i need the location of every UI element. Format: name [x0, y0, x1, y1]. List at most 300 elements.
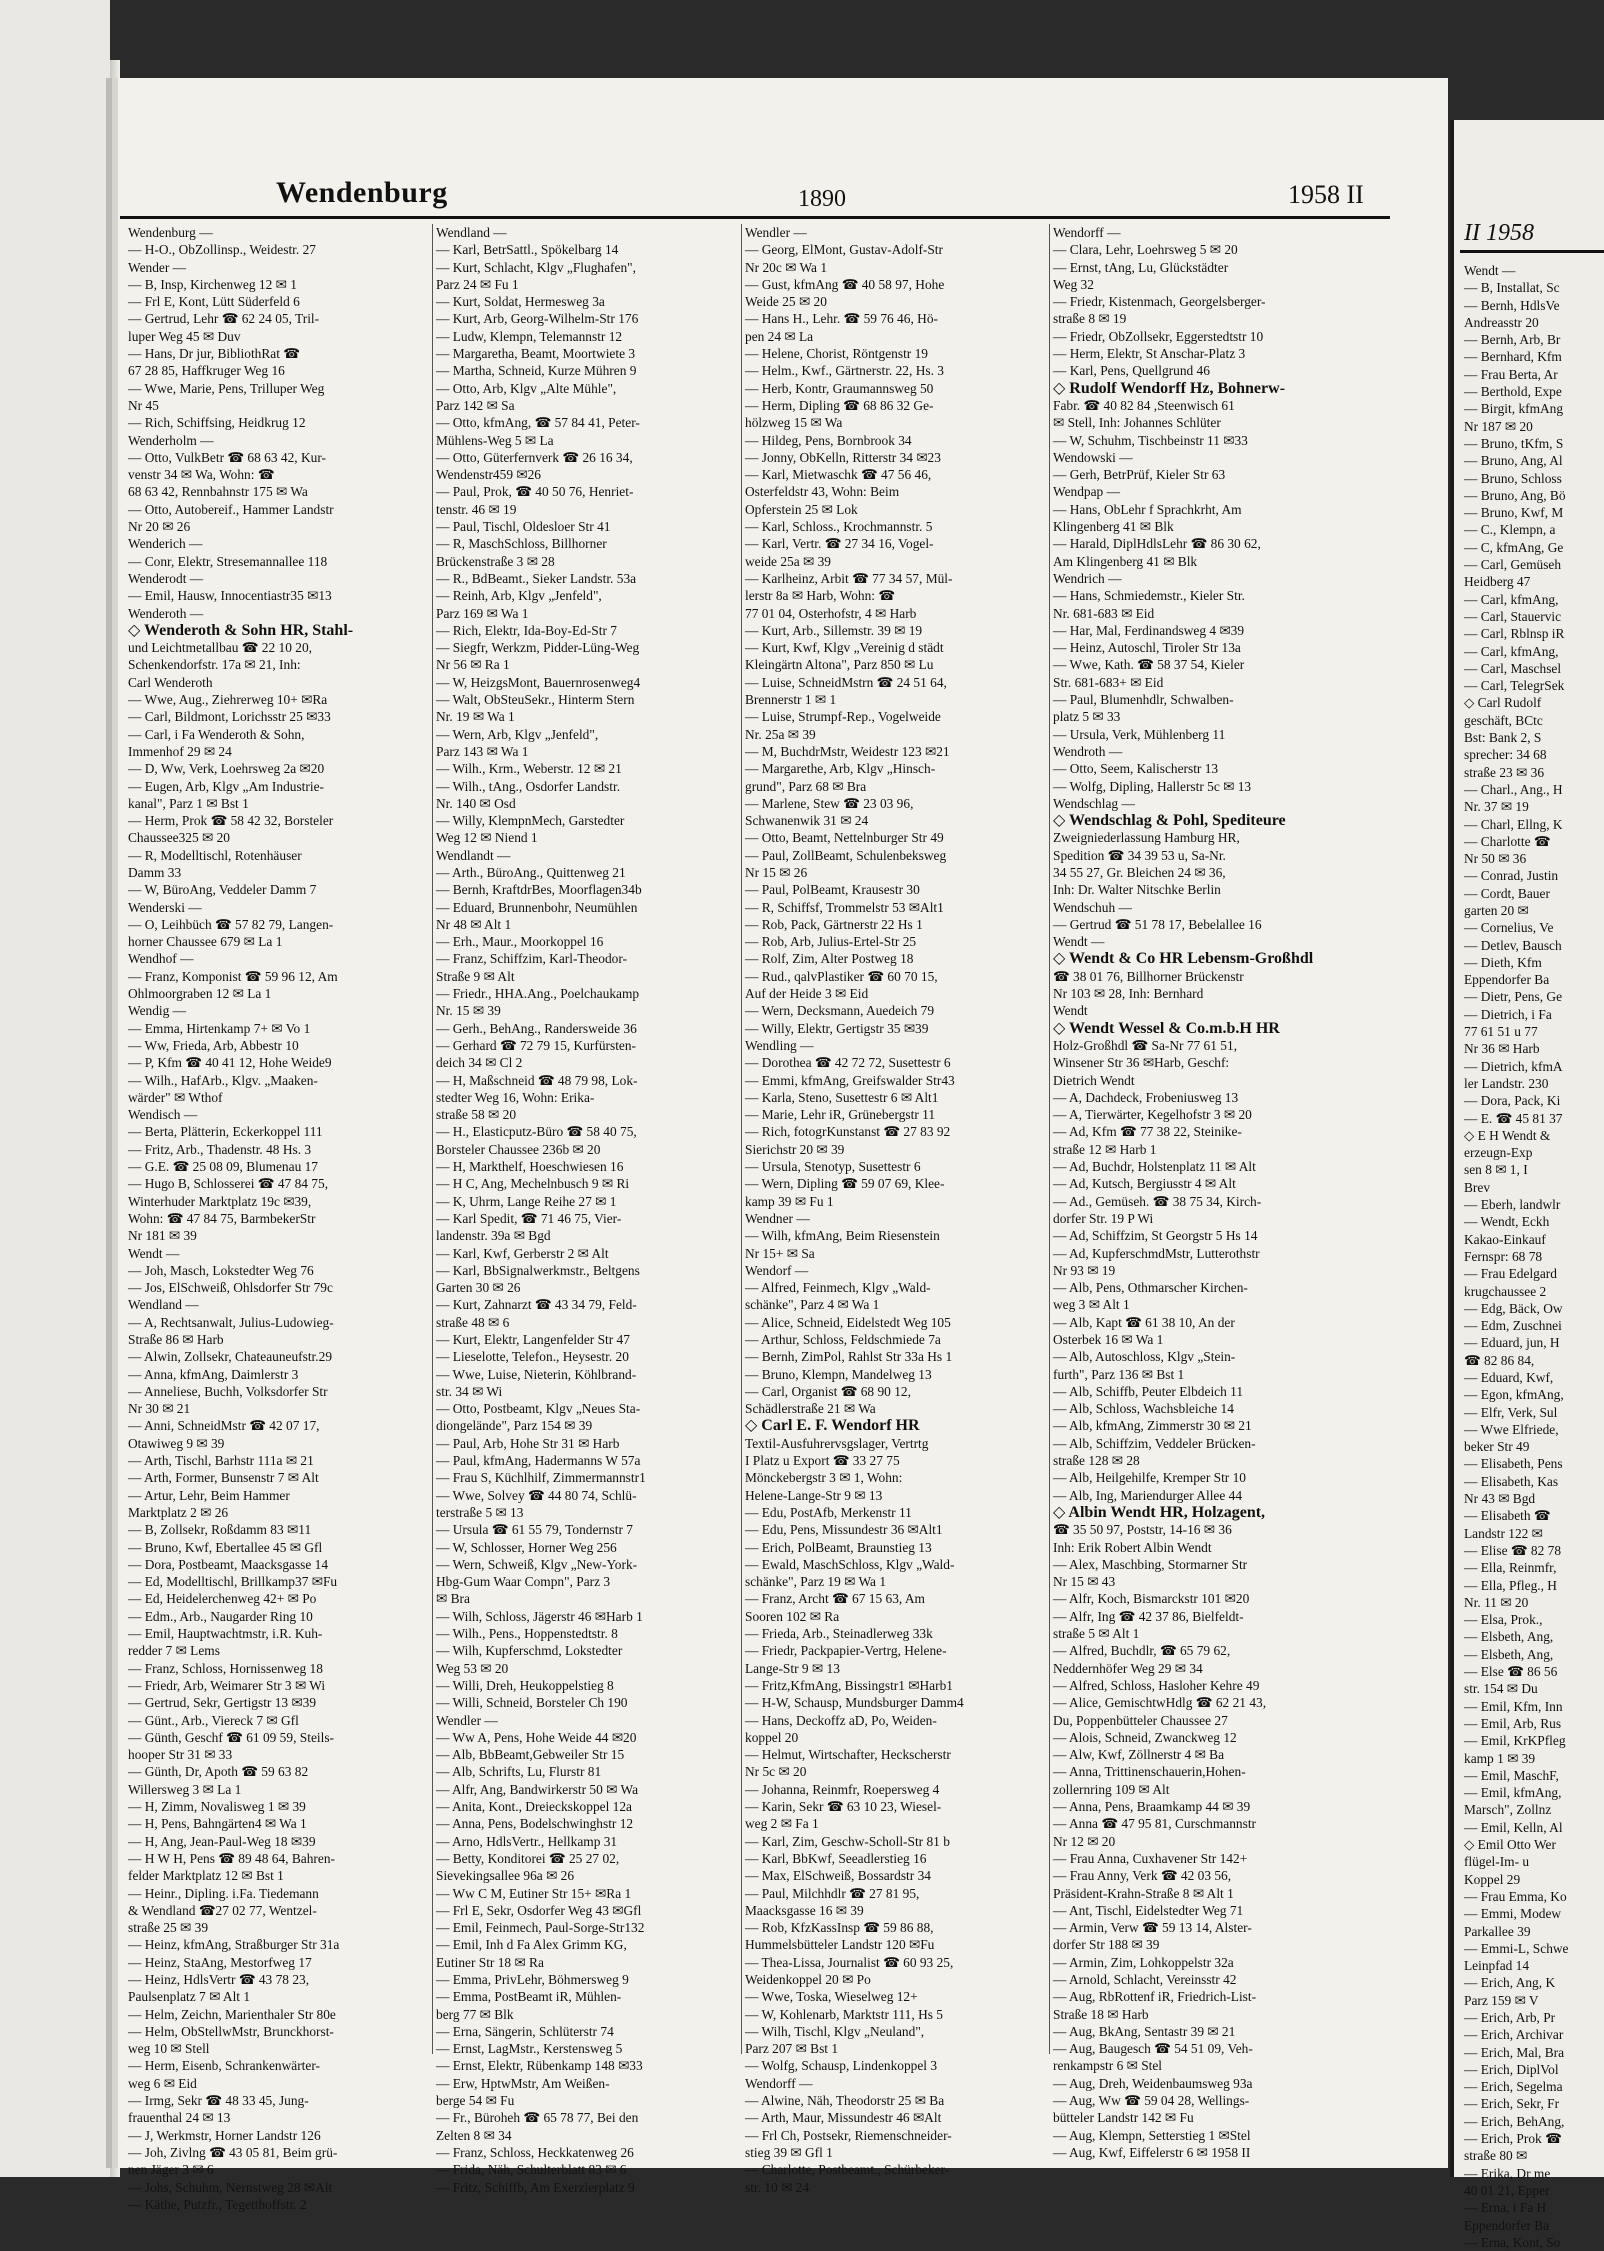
directory-entry-line: ◇ Wenderoth & Sohn HR, Stahl- [128, 621, 354, 639]
directory-entry-line: Brennerstr 1 ✉ 1 [745, 692, 837, 708]
directory-entry-line: — Karl, Pens, Quellgrund 46 [1053, 363, 1210, 379]
directory-entry-line: — Anna ☎ 47 95 81, Curschmannstr [1053, 1816, 1257, 1832]
directory-entry-line: — Jonny, ObKelln, Ritterstr 34 ✉23 [745, 449, 941, 465]
directory-entry-line: — Franz, Archt ☎ 67 15 63, Am [745, 1591, 925, 1607]
facing-entry-line: — Cordt, Bauer [1464, 885, 1550, 901]
directory-entry-line: — O, Leihbüch ☎ 57 82 79, Langen- [128, 916, 334, 932]
directory-entry-line: — Carl, Bildmont, Lorichsstr 25 ✉33 [128, 709, 331, 725]
directory-entry-line: — Fr., Büroheh ☎ 65 78 77, Bei den [436, 2110, 639, 2126]
facing-entry-line: — Emil, Kfm, Inn [1464, 1698, 1563, 1714]
column-divider [741, 224, 742, 2054]
directory-entry-line: Weg 32 [1053, 276, 1094, 292]
directory-entry-line: — Eduard, Brunnenbohr, Neumühlen [436, 899, 638, 915]
directory-entry-line: — Ed, Modelltischl, Brillkamp37 ✉Fu [128, 1574, 338, 1590]
directory-entry-line: — P, Kfm ☎ 40 41 12, Hohe Weide9 [128, 1055, 332, 1071]
directory-entry-line: — Clara, Lehr, Loehrsweg 5 ✉ 20 [1053, 242, 1238, 258]
directory-entry-line: Präsident-Krahn-Straße 8 ✉ Alt 1 [1053, 1885, 1234, 1901]
directory-entry-line: — Alw, Kwf, Zöllnerstr 4 ✉ Ba [1053, 1747, 1225, 1763]
directory-entry-line: — Franz, Schloss, Hornissenweg 18 [128, 1660, 323, 1676]
directory-entry-line: — Friedr, ObZollsekr, Eggerstedtstr 10 [1053, 328, 1264, 344]
directory-entry-line: — Martha, Schneid, Kurze Mühren 9 [436, 363, 637, 379]
facing-entry-line: 40 01 21, Epper [1464, 2182, 1550, 2198]
directory-entry-line: ☎ 35 50 97, Poststr, 14-16 ✉ 36 [1053, 1522, 1232, 1538]
directory-entry-line: felder Marktplatz 12 ✉ Bst 1 [128, 1868, 284, 1884]
facing-entry-line: — Wendt, Eckh [1464, 1214, 1550, 1230]
surname-heading: Wenderodt — [128, 570, 204, 586]
column-divider [1049, 224, 1050, 2054]
directory-entry-line: — R, Schiffsf, Trommelstr 53 ✉Alt1 [745, 899, 944, 915]
directory-entry-line: — R., BdBeamt., Sieker Landstr. 53a [436, 570, 637, 586]
directory-entry-line: — Emma, Hirtenkamp 7+ ✉ Vo 1 [128, 1020, 311, 1036]
directory-entry-line: — Rich, Elektr, Ida-Boy-Ed-Str 7 [436, 622, 617, 638]
directory-entry-line: — Frl E, Sekr, Osdorfer Weg 43 ✉Gfl [436, 1902, 642, 1918]
directory-entry-line: Inh: Dr. Walter Nitschke Berlin [1053, 882, 1221, 898]
facing-entry-line: Nr 187 ✉ 20 [1464, 418, 1533, 434]
directory-entry-line: — H, Zimm, Novalisweg 1 ✉ 39 [128, 1799, 306, 1815]
directory-entry-line: str. 34 ✉ Wi [436, 1383, 503, 1399]
facing-entry-line: str. 154 ✉ Du [1464, 1681, 1538, 1697]
directory-entry-line: ✉ Bra [436, 1591, 470, 1607]
directory-entry-line: — A, Rechtsanwalt, Julius-Ludowieg- [128, 1314, 334, 1330]
facing-entry-line: — Erich, Prok ☎ [1464, 2131, 1562, 2147]
directory-entry-line: — Frida, Näh, Schulterblatt 83 ✉ 6 [436, 2162, 627, 2178]
directory-entry-line: Holz-Großhdl ☎ Sa-Nr 77 61 51, [1053, 1037, 1238, 1053]
directory-entry-line: straße 8 ✉ 19 [1053, 311, 1127, 327]
directory-entry-line: — Erw, HptwMstr, Am Weißen- [436, 2075, 610, 2091]
directory-entry-line: — Johs, Schuhm, Nernstweg 28 ✉Alt [128, 2179, 333, 2195]
directory-entry-line: Chaussee325 ✉ 20 [128, 830, 230, 846]
facing-entry-line: — Erna, Kont, So [1464, 2234, 1561, 2250]
directory-entry-line: — Paul, Arb, Hohe Str 31 ✉ Harb [436, 1435, 620, 1451]
facing-entry-line: Heidberg 47 [1464, 574, 1531, 590]
directory-entry-line: Eutiner Str 18 ✉ Ra [436, 1954, 544, 1970]
directory-entry-line: — Georg, ElMont, Gustav-Adolf-Str [745, 242, 943, 258]
directory-entry-line: — Ernst, Elektr, Rübenkamp 148 ✉33 [436, 2058, 643, 2074]
directory-entry-line: — Arth, Former, Bunsenstr 7 ✉ Alt [128, 1470, 319, 1486]
facing-entry-line: — Cornelius, Ve [1464, 920, 1554, 936]
directory-entry-line: straße 25 ✉ 39 [128, 1920, 209, 1936]
directory-entry-line: — Arthur, Schloss, Feldschmiede 7a [745, 1332, 941, 1347]
directory-entry-line: — Jos, ElSchweiß, Ohlsdorfer Str 79c [128, 1280, 333, 1296]
facing-entry-line: — Bruno, tKfm, S [1464, 435, 1564, 451]
directory-entry-line: Lange-Str 9 ✉ 13 [745, 1660, 840, 1676]
directory-entry-line: — Hans H., Lehr. ☎ 59 76 46, Hö- [745, 311, 938, 327]
directory-entry-line: Kleingärtn Altona", Parz 850 ✉ Lu [745, 657, 934, 673]
facing-entry-line: — Emil, Kelln, Al [1464, 1819, 1563, 1835]
directory-entry-line: — H, Maßschneid ☎ 48 79 98, Lok- [436, 1072, 638, 1088]
facing-entry-line: — Dietrich, kfmA [1464, 1058, 1563, 1074]
directory-entry-line: Am Klingenberg 41 ✉ Blk [1053, 553, 1198, 569]
directory-entry-line: straße 12 ✉ Harb 1 [1053, 1141, 1157, 1157]
facing-entry-line: — Bruno, Ang, Bö [1464, 487, 1566, 503]
directory-entry-line: — Ad, Schiffzim, St Georgstr 5 Hs 14 [1053, 1228, 1258, 1244]
directory-entry-line: Weg 53 ✉ 20 [436, 1660, 509, 1676]
directory-entry-line: Winterhuder Marktplatz 19c ✉39, [128, 1193, 312, 1209]
directory-entry-line: Damm 33 [128, 864, 182, 880]
directory-entry-line: — Armin, Zim, Lohkoppelstr 32a [1053, 1954, 1234, 1970]
facing-entry-line: Eppendorfer Ba [1464, 2217, 1550, 2233]
facing-entry-line: — Carl, Stauervic [1464, 608, 1562, 624]
facing-entry-line: ◇ Emil Otto Wer [1464, 1837, 1556, 1853]
directory-entry-line: ◇ Wendschlag & Pohl, Spediteure [1053, 812, 1286, 830]
directory-entry-line: Neddernhöfer Weg 29 ✉ 34 [1053, 1660, 1203, 1676]
directory-entry-line: — H, Pens, Bahngärten4 ✉ Wa 1 [128, 1816, 307, 1832]
directory-entry-line: diongelände", Parz 154 ✉ 39 [436, 1418, 593, 1434]
surname-heading: Wendorf — [745, 1262, 809, 1278]
facing-entry-line: geschäft, BCtc [1464, 712, 1543, 728]
directory-entry-line: — Ludw, Klempn, Telemannstr 12 [436, 328, 623, 344]
directory-entry-line: grund", Parz 68 ✉ Bra [745, 778, 867, 794]
directory-entry-line: straße 58 ✉ 20 [436, 1107, 517, 1123]
directory-entry-line: — Karla, Steno, Susettestr 6 ✉ Alt1 [745, 1089, 939, 1105]
directory-entry-line: — Heinz, HdlsVertr ☎ 43 78 23, [128, 1971, 310, 1987]
facing-entry-line: Nr 50 ✉ 36 [1464, 851, 1527, 867]
directory-entry-line: — Alfr, Ing ☎ 42 37 86, Bielfeldt- [1053, 1608, 1244, 1624]
directory-entry-line: 77 01 04, Osterhofstr, 4 ✉ Harb [745, 605, 917, 621]
directory-entry-line: Schwanenwik 31 ✉ 24 [745, 813, 869, 829]
directory-entry-line: — Alois, Schneid, Zwanckweg 12 [1053, 1729, 1237, 1745]
directory-entry-line: Otawiweg 9 ✉ 39 [128, 1435, 225, 1451]
directory-entry-line: — Joh, Masch, Lokstedter Weg 76 [128, 1262, 314, 1278]
directory-entry-line: — Karl, Schloss., Krochmannstr. 5 [745, 519, 933, 535]
directory-entry-line: Straße 86 ✉ Harb [128, 1332, 224, 1347]
directory-entry-line: — Luise, SchneidMstrn ☎ 24 51 64, [745, 674, 947, 690]
surname-heading: Wendlandt — [436, 847, 511, 863]
directory-entry-line: Wendenstr459 ✉26 [436, 467, 541, 483]
directory-entry-line: — Paul, PolBeamt, Krausestr 30 [745, 882, 920, 898]
directory-entry-line: Mönckebergstr 3 ✉ 1, Wohn: [745, 1470, 903, 1486]
directory-entry-line: — Friedr, Kistenmach, Georgelsberger- [1053, 294, 1266, 310]
directory-entry-line: — Willi, Dreh, Heukoppelstieg 8 [436, 1677, 614, 1693]
facing-entry-line: — C., Klempn, a [1464, 522, 1556, 538]
directory-entry-line: — Anna, Pens, Bodelschwinghstr 12 [436, 1816, 634, 1832]
directory-entry-line: — Alb, Heilgehilfe, Kremper Str 10 [1053, 1470, 1247, 1486]
directory-entry-line: Nr 5c ✉ 20 [745, 1764, 807, 1780]
directory-entry-line: Inh: Erik Robert Albin Wendt [1053, 1539, 1212, 1555]
directory-entry-line: — Anna, Trittinenschauerin,Hohen- [1053, 1764, 1246, 1780]
directory-entry-line: Dietrich Wendt [1053, 1072, 1135, 1088]
directory-entry-line: — Kurt, Soldat, Hermesweg 3a [436, 294, 605, 310]
surname-heading: Wendowski — [1053, 449, 1133, 465]
directory-entry-line: — Edu, Pens, Missundestr 36 ✉Alt1 [745, 1522, 943, 1538]
facing-entry-line: straße 23 ✉ 36 [1464, 764, 1545, 780]
directory-entry-line: koppel 20 [745, 1729, 799, 1745]
facing-entry-line: — Dietr, Pens, Ge [1464, 989, 1563, 1005]
directory-entry-line: — Paul, Milchhdlr ☎ 27 81 95, [745, 1885, 920, 1901]
directory-entry-line: — Helm, Zeichn, Marienthaler Str 80e [128, 2006, 336, 2022]
directory-entry-line: Parz 169 ✉ Wa 1 [436, 605, 529, 621]
directory-entry-line: — G.E. ☎ 25 08 09, Blumenau 17 [128, 1159, 318, 1175]
directory-entry-line: — W, BüroAng, Veddeler Damm 7 [128, 882, 317, 898]
directory-entry-line: weg 6 ✉ Eid [128, 2075, 197, 2091]
directory-entry-line: — Fritz,KfmAng, Bissingstr1 ✉Harb1 [745, 1677, 953, 1693]
facing-entry-line: ☎ 82 86 84, [1464, 1352, 1535, 1368]
directory-entry-line: — Wern, Schweiß, Klgv „New-York- [436, 1556, 638, 1572]
directory-entry-line: — Alb, Kapt ☎ 61 38 10, An der [1053, 1314, 1235, 1330]
directory-entry-line: — Karl, Kwf, Gerberstr 2 ✉ Alt [436, 1245, 609, 1261]
facing-entry-line: Eppendorfer Ba [1464, 972, 1550, 988]
directory-entry-line: Borsteler Chaussee 236b ✉ 20 [436, 1141, 601, 1157]
directory-entry-line: frauenthal 24 ✉ 13 [128, 2110, 231, 2126]
directory-entry-line: — Paul, Tischl, Oldesloer Str 41 [436, 519, 611, 535]
directory-entry-line: berge 54 ✉ Fu [436, 2093, 515, 2109]
facing-entry-line: — Frau Berta, Ar [1464, 366, 1558, 382]
directory-entry-line: — Johanna, Reinmfr, Roepersweg 4 [745, 1781, 940, 1797]
directory-entry-line: — Frau S, Küchlhilf, Zimmermannstr1 [436, 1470, 646, 1486]
page-number: 1890 [798, 186, 846, 212]
directory-entry-line: — Armin, Verw ☎ 59 13 14, Alster- [1053, 1920, 1252, 1936]
directory-entry-line: — Helm., Kwf., Gärtnerstr. 22, Hs. 3 [745, 363, 944, 379]
directory-entry-line: weide 25a ✉ 39 [745, 553, 831, 569]
directory-entry-line: Ohlmoorgraben 12 ✉ La 1 [128, 986, 272, 1002]
directory-entry-line: — Anna, kfmAng, Daimlerstr 3 [128, 1366, 299, 1382]
directory-entry-line: — Hildeg, Pens, Bornbrook 34 [745, 432, 912, 448]
running-head-title: Wendenburg [276, 176, 448, 209]
header-rule [120, 216, 1390, 219]
directory-entry-line: — Betty, Konditorei ☎ 25 27 02, [436, 1850, 620, 1866]
facing-entry-line: Marsch", Zollnz [1464, 1802, 1552, 1818]
directory-entry-line: Nr 15 ✉ 43 [1053, 1574, 1116, 1590]
directory-entry-line: — Edm., Arb., Naugarder Ring 10 [128, 1608, 313, 1624]
facing-entry-line: krugchaussee 2 [1464, 1283, 1547, 1299]
facing-entry-line: — Emil, KrKPfleg [1464, 1733, 1566, 1749]
directory-entry-line: — Wilh, Kupferschmd, Lokstedter [436, 1643, 623, 1659]
directory-entry-line: — Margarethe, Arb, Klgv „Hinsch- [745, 761, 936, 777]
surname-heading: Wenderoth — [128, 605, 204, 621]
directory-entry-line: — Alb, Schloss, Wachsbleiche 14 [1053, 1401, 1234, 1417]
directory-entry-line: straße 128 ✉ 28 [1053, 1453, 1140, 1469]
surname-heading: Wender — [128, 259, 187, 275]
directory-entry-line: — Käthe, Putzfr., Tegetthoffstr. 2 [128, 2196, 307, 2212]
facing-entry-line: — Elisabeth, Kas [1464, 1473, 1559, 1489]
directory-entry-line: — Herm, Prok ☎ 58 42 32, Borsteler [128, 813, 334, 829]
facing-entry-line: — Erich, Archivar [1464, 2027, 1564, 2043]
directory-entry-line: tenstr. 46 ✉ 19 [436, 501, 517, 517]
directory-entry-line: — Rob, KfzKassInsp ☎ 59 86 88, [745, 1920, 934, 1936]
facing-entry-line: Koppel 29 [1464, 1871, 1521, 1887]
directory-entry-line: — Anneliese, Buchh, Volksdorfer Str [128, 1383, 328, 1399]
directory-entry-line: — Alice, Schneid, Eidelstedt Weg 105 [745, 1314, 951, 1330]
directory-entry-line: — B, Zollsekr, Roßdamm 83 ✉11 [128, 1522, 312, 1538]
directory-entry-line: — Aug, Klempn, Setterstieg 1 ✉Stel [1053, 2127, 1251, 2143]
directory-entry-line: weg 3 ✉ Alt 1 [1053, 1297, 1130, 1313]
directory-entry-line: — Dora, Postbeamt, Maacksgasse 14 [128, 1556, 329, 1572]
directory-entry-line: furth", Parz 136 ✉ Bst 1 [1053, 1366, 1185, 1382]
directory-entry-line: dorfer Str. 19 P Wi [1053, 1210, 1154, 1226]
directory-entry-line: venstr 34 ✉ Wa, Wohn: ☎ [128, 467, 275, 483]
surname-heading: Wendpap — [1053, 484, 1120, 500]
directory-entry-line: — H., Elasticputz-Büro ☎ 58 40 75, [436, 1124, 637, 1140]
directory-entry-line: — Wern, Arb, Klgv „Jenfeld", [436, 726, 599, 742]
surname-heading: Wendt — [1053, 934, 1105, 950]
directory-entry-line: dorfer Str 188 ✉ 39 [1053, 1937, 1160, 1953]
facing-page [1450, 120, 1604, 2250]
facing-entry-line: — Birgit, kfmAng [1464, 401, 1564, 417]
facing-entry-line: Parkallee 39 [1464, 1923, 1531, 1939]
directory-entry-line: — Thea-Lissa, Journalist ☎ 60 93 25, [745, 1954, 954, 1970]
directory-entry-line: — Otto, Beamt, Nettelnburger Str 49 [745, 830, 944, 846]
facing-entry-line: — Wwe Elfriede, [1464, 1421, 1559, 1437]
directory-entry-line: — Kurt, Arb., Sillemstr. 39 ✉ 19 [745, 622, 923, 638]
directory-entry-line: ✉ Stell, Inh: Johannes Schlüter [1053, 415, 1221, 431]
directory-entry-line: — Wwe, Luise, Nieterin, Köhlbrand- [436, 1366, 637, 1382]
directory-entry-line: — Alex, Maschbing, Stormarner Str [1053, 1556, 1248, 1572]
directory-entry-line: — Carl, i Fa Wenderoth & Sohn, [128, 726, 305, 742]
directory-entry-line: — Herm, Eisenb, Schrankenwärter- [128, 2058, 320, 2074]
facing-entry-line: ◇ E H Wendt & [1464, 1127, 1551, 1143]
directory-entry-line: hölzweg 15 ✉ Wa [745, 415, 843, 431]
directory-entry-line: — Ursula, Verk, Mühlenberg 11 [1053, 726, 1226, 742]
directory-entry-line: — Wern, Dipling ☎ 59 07 69, Klee- [745, 1176, 945, 1192]
directory-entry-line: Maacksgasse 16 ✉ 39 [745, 1902, 864, 1918]
facing-entry-line: Wendt — [1464, 263, 1516, 278]
directory-entry-line: — Bruno, Kwf, Ebertallee 45 ✉ Gfl [128, 1539, 323, 1555]
directory-entry-line: weg 2 ✉ Fa 1 [745, 1816, 819, 1832]
directory-entry-line: — H-O., ObZollinsp., Weidestr. 27 [128, 242, 316, 258]
directory-entry-line: — Ww, Frieda, Arb, Abbestr 10 [128, 1037, 299, 1053]
facing-entry-line: — Egon, kfmAng, [1464, 1387, 1564, 1403]
directory-entry-line: — Edu, PostAfb, Merkenstr 11 [745, 1504, 912, 1520]
facing-entry-line: — Elisabeth, Pens [1464, 1456, 1563, 1472]
facing-entry-line: — Eduard, jun, H [1464, 1335, 1560, 1351]
directory-entry-line: Wendt [1053, 1003, 1088, 1019]
directory-entry-line: — Aug, Dreh, Weidenbaumsweg 93a [1053, 2075, 1253, 2091]
directory-entry-line: Klingenberg 41 ✉ Blk [1053, 519, 1174, 535]
directory-entry-line: str. 10 ✉ 24 [745, 2179, 810, 2195]
directory-entry-line: ◇ Wendt & Co HR Lebensm-Großhdl [1053, 950, 1314, 968]
directory-entry-line: — Ernst, tAng, Lu, Glückstädter [1053, 259, 1229, 275]
directory-entry-line: lerstr 8a ✉ Harb, Wohn: ☎ [745, 588, 896, 604]
surname-heading: Wenderholm — [128, 432, 214, 448]
directory-entry-line: — Wwe, Kath. ☎ 58 37 54, Kieler [1053, 657, 1245, 673]
directory-entry-line: & Wendland ☎27 02 77, Wentzel- [128, 1902, 317, 1918]
directory-entry-line: — A, Tierwärter, Kegelhofstr 3 ✉ 20 [1053, 1107, 1252, 1123]
directory-entry-line: — Emil, Inh d Fa Alex Grimm KG, [436, 1937, 627, 1953]
directory-entry-line: — H W H, Pens ☎ 89 48 64, Bahren- [128, 1850, 335, 1866]
facing-entry-line: — Else ☎ 86 56 [1464, 1664, 1558, 1680]
facing-entry-line: — Carl, kfmAng, [1464, 643, 1559, 659]
directory-entry-line: — Arth, Tischl, Barhstr 111a ✉ 21 [128, 1453, 314, 1469]
directory-entry-line: — Rob, Arb, Julius-Ertel-Str 25 [745, 934, 917, 950]
directory-entry-line: — Alfred, Buchdlr, ☎ 65 79 62, [1053, 1643, 1231, 1659]
directory-entry-line: — Ant, Tischl, Eidelstedter Weg 71 [1053, 1902, 1244, 1918]
facing-entry-line: — Conrad, Justin [1464, 868, 1559, 884]
surname-heading: Wendorff — [1053, 225, 1121, 240]
surname-heading: Wendschlag — [1053, 795, 1135, 811]
facing-entry-line: Nr 43 ✉ Bgd [1464, 1491, 1536, 1507]
directory-entry-line: — Franz, Schloss, Heckkatenweg 26 [436, 2144, 634, 2160]
facing-entry-line: — Bernh, Arb, Br [1464, 332, 1561, 348]
directory-entry-line: Textil-Ausfuhrervsgslager, Vertrtg [745, 1435, 929, 1451]
directory-entry-line: — Frl E, Kont, Lütt Süderfeld 6 [128, 294, 300, 310]
facing-entry-line: — Ella, Reinmfr, [1464, 1560, 1557, 1576]
directory-entry-line: — Günth, Dr, Apoth ☎ 59 63 82 [128, 1764, 309, 1780]
directory-entry-line: — Gertrud, Lehr ☎ 62 24 05, Tril- [128, 311, 320, 327]
directory-entry-line: — Hans, Dr jur, BibliothRat ☎ [128, 346, 300, 362]
directory-entry-line: Str. 681-683+ ✉ Eid [1053, 674, 1164, 690]
facing-entry-line: — Charl, Ellng, K [1464, 816, 1563, 832]
directory-entry-line: — Hans, Deckoffz aD, Po, Weiden- [745, 1712, 937, 1728]
facing-entry-line: — Carl, kfmAng, [1464, 591, 1559, 607]
directory-entry-line: — Alb, kfmAng, Zimmerstr 30 ✉ 21 [1053, 1418, 1252, 1434]
directory-entry-line: — Ad, Kutsch, Bergiusstr 4 ✉ Alt [1053, 1176, 1236, 1192]
directory-entry-line: — Ad, KupferschmdMstr, Lutterothstr [1053, 1245, 1260, 1261]
facing-entry-line: — Berthold, Expe [1464, 384, 1562, 400]
facing-entry-line: — Charlotte ☎ [1464, 833, 1551, 849]
directory-entry-line: Weide 25 ✉ 20 [745, 294, 827, 310]
facing-entry-line: — Erich, Mal, Bra [1464, 2044, 1565, 2060]
directory-entry-line: — H-W, Schausp, Mundsburger Damm4 [745, 1695, 964, 1711]
surname-heading: Wendler — [745, 225, 807, 240]
facing-entry-line: — Bruno, Kwf, M [1464, 505, 1564, 521]
directory-entry-line: — Frieda, Arb., Steinadlerweg 33k [745, 1626, 933, 1642]
facing-entry-line: flügel-Im- u [1464, 1854, 1530, 1870]
directory-entry-line: — Helene, Chorist, Röntgenstr 19 [745, 346, 928, 362]
facing-entry-line: — Elsbeth, Ang, [1464, 1646, 1554, 1662]
facing-entry-line: — B, Installat, Sc [1464, 280, 1560, 296]
directory-entry-line: — H, Ang, Jean-Paul-Weg 18 ✉39 [128, 1833, 316, 1849]
scan-left-margin [0, 0, 110, 2177]
column-divider [432, 224, 433, 2054]
directory-entry-line: — W, Kohlenarb, Marktstr 111, Hs 5 [745, 2006, 943, 2022]
facing-entry-line: Andreasstr 20 [1464, 314, 1539, 330]
facing-entry-line: — Emil, kfmAng, [1464, 1785, 1562, 1801]
directory-entry-line: — Wilh, Schloss, Jägerstr 46 ✉Harb 1 [436, 1608, 643, 1624]
directory-entry-line: — R, MaschSchloss, Billhorner [436, 536, 607, 552]
surname-heading: Wendisch — [128, 1107, 198, 1123]
edition-year: 1958 II [1288, 180, 1364, 209]
facing-entry-line: — Detlev, Bausch [1464, 937, 1562, 953]
facing-entry-line: 77 61 51 u 77 [1464, 1024, 1538, 1040]
directory-entry-line: — Alwine, Näh, Theodorstr 25 ✉ Ba [745, 2093, 945, 2109]
directory-entry-line: Nr. 25a ✉ 39 [745, 726, 816, 742]
directory-entry-line: — Emil, Feinmech, Paul-Sorge-Str132 [436, 1920, 645, 1936]
surname-heading: Wendland — [436, 225, 507, 240]
directory-entry-line: platz 5 ✉ 33 [1053, 709, 1121, 725]
directory-entry-line: — Hans, ObLehr f Sprachkrht, Am [1053, 501, 1242, 517]
facing-entry-line: — Bernh, HdlsVe [1464, 297, 1560, 313]
column-2 [436, 224, 738, 2195]
directory-entry-line: — Rich, Schiffsing, Heidkrug 12 [128, 415, 306, 431]
directory-entry-line: — M, BuchdrMstr, Weidestr 123 ✉21 [745, 743, 950, 759]
directory-entry-line: — Wilh., Pens., Hoppenstedtstr. 8 [436, 1626, 618, 1642]
surname-heading: Wendt — [128, 1245, 180, 1261]
directory-entry-line: Nr 181 ✉ 39 [128, 1228, 197, 1244]
directory-entry-line: — Gerhard ☎ 72 79 15, Kurfürsten- [436, 1037, 637, 1053]
directory-entry-line: — Erich, PolBeamt, Braunstieg 13 [745, 1539, 932, 1555]
directory-entry-line: — Aug, Baugesch ☎ 54 51 09, Veh- [1053, 2041, 1253, 2057]
directory-entry-line: — Kurt, Schlacht, Klgv „Flughafen", [436, 259, 636, 275]
directory-entry-line: ◇ Carl E. F. Wendorf HR [745, 1417, 920, 1435]
directory-entry-line: — Ww A, Pens, Hohe Weide 44 ✉20 [436, 1729, 637, 1745]
facing-entry-line: — Emil, MaschF, [1464, 1767, 1559, 1783]
directory-entry-line: Nr. 19 ✉ Wa 1 [436, 709, 515, 725]
directory-entry-line: — Alfr, Koch, Bismarckstr 101 ✉20 [1053, 1591, 1250, 1607]
facing-entry-line: — Carl, Gemüseh [1464, 557, 1562, 573]
directory-entry-line: — Kurt, Arb, Georg-Wilhelm-Str 176 [436, 311, 639, 327]
directory-entry-line: deich 34 ✉ Cl 2 [436, 1055, 523, 1071]
directory-entry-line: — Paul, ZollBeamt, Schulenbeksweg [745, 847, 947, 863]
directory-entry-line: ◇ Rudolf Wendorff Hz, Bohnerw- [1053, 379, 1286, 397]
directory-entry-line: — Ad, Kfm ☎ 77 38 22, Steinike- [1053, 1124, 1242, 1140]
directory-entry-line: — Rolf, Zim, Alter Postweg 18 [745, 951, 914, 967]
directory-entry-line: und Leichtmetallbau ☎ 22 10 20, [128, 640, 313, 656]
directory-entry-line: — Karl, BbSignalwerkmstr., Beltgens [436, 1262, 640, 1278]
facing-entry-line: — Elsbeth, Ang, [1464, 1629, 1554, 1645]
directory-entry-line: — Kurt, Elektr, Langenfelder Str 47 [436, 1332, 630, 1347]
facing-entry-line: Nr 36 ✉ Harb [1464, 1041, 1540, 1057]
directory-entry-line: 34 55 27, Gr. Bleichen 24 ✉ 36, [1053, 864, 1226, 880]
